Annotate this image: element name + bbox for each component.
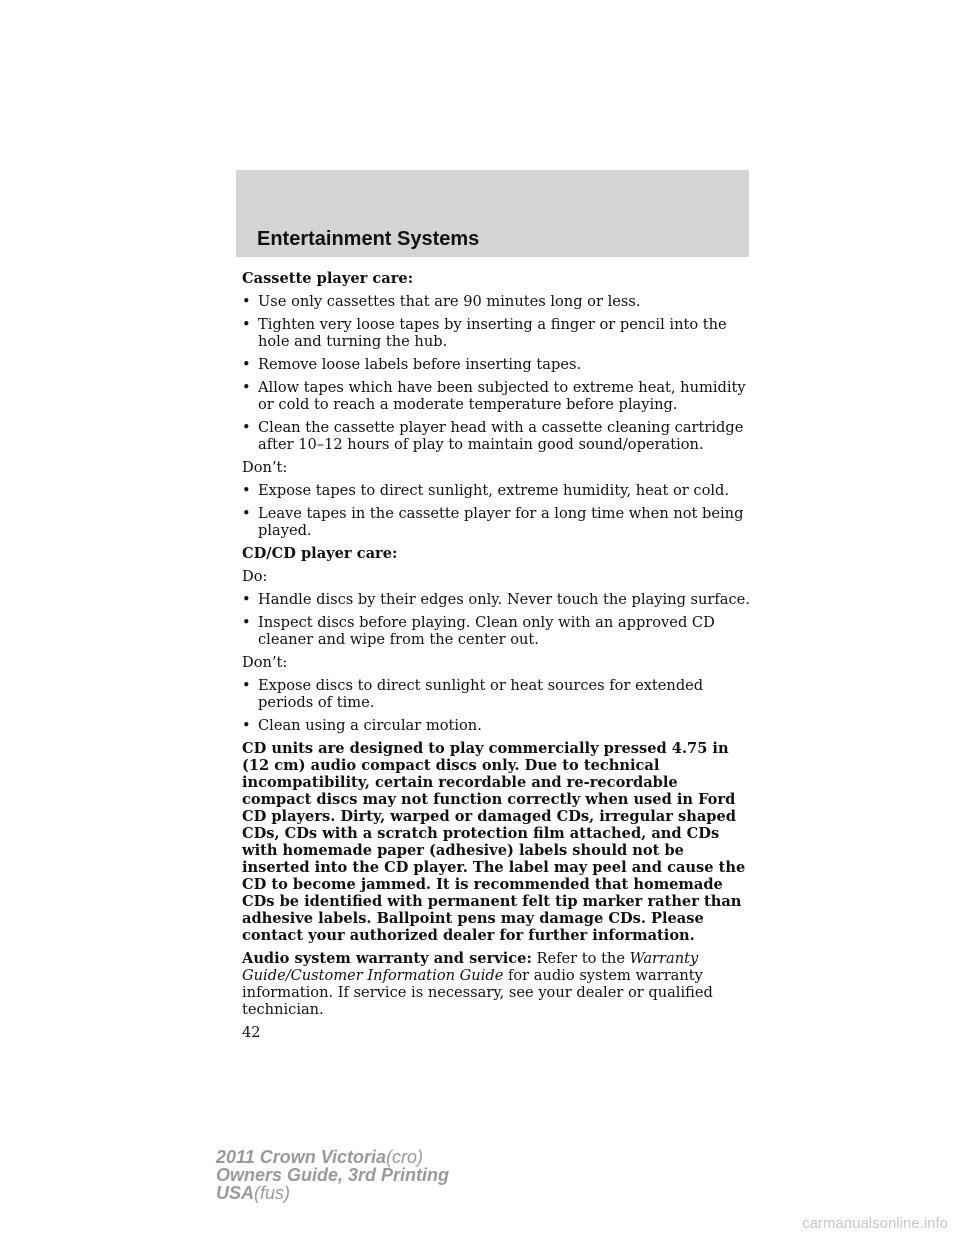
bullet-text: Remove loose labels before inserting tapes.	[258, 356, 582, 373]
cd-heading: CD/CD player care:	[242, 545, 398, 562]
section-title: Entertainment Systems	[257, 228, 480, 250]
list-item	[242, 419, 752, 453]
bullet-text: Use only cassettes that are 90 minutes long or less.	[258, 293, 641, 310]
bullet: •	[242, 293, 251, 310]
warranty-heading: Audio system warranty and service:	[242, 950, 532, 967]
bullet: •	[242, 591, 251, 608]
warranty-pre: Refer to the	[536, 950, 625, 967]
bullet-text: Expose tapes to direct sunlight, extreme humidity, heat or cold.	[258, 482, 730, 499]
footer-model: 2011 Crown Victoria	[216, 1147, 387, 1167]
bullet-text: Clean using a circular motion.	[258, 717, 482, 734]
footer-market-code: (fus)	[254, 1183, 291, 1203]
footer-market: USA	[216, 1183, 255, 1203]
bullet: •	[242, 717, 251, 734]
document-footer	[216, 1148, 449, 1202]
dont-label: Don’t:	[242, 459, 288, 476]
bullet: •	[242, 505, 251, 522]
bullet: •	[242, 677, 251, 694]
footer-line-3	[216, 1184, 449, 1202]
list-item	[242, 614, 752, 648]
bullet: •	[242, 614, 251, 631]
footer-line-1	[216, 1148, 449, 1166]
bullet-text: Leave tapes in the cassette player for a long time when not being played.	[258, 505, 744, 539]
bullet-text: Handle discs by their edges only. Never touch the playing surface.	[258, 591, 750, 608]
bullet: •	[242, 482, 251, 499]
warranty-paragraph	[242, 950, 752, 1018]
list-item	[242, 717, 752, 734]
warranty-guide-title: Warranty Guide/Customer Information Guide	[242, 950, 699, 984]
page-number: 42	[242, 1024, 261, 1041]
bullet-text: Expose discs to direct sunlight or heat sources for extended periods of time.	[258, 677, 704, 711]
bullet-text: Tighten very loose tapes by inserting a finger or pencil into the hole and turning the hub.	[258, 316, 727, 350]
list-item	[242, 293, 752, 310]
warranty-post: for audio system warranty information. If service is necessary, see your dealer or qualified technician.	[242, 967, 713, 1018]
bullet: •	[242, 379, 251, 396]
page-content	[242, 270, 752, 1041]
list-item	[242, 356, 752, 373]
footer-model-code: (cro)	[386, 1147, 424, 1167]
list-item	[242, 677, 752, 711]
list-item	[242, 591, 752, 608]
bullet-text: Inspect discs before playing. Clean only with an approved CD cleaner and wipe from the center out.	[258, 614, 715, 648]
bullet: •	[242, 419, 251, 436]
bullet-text: Allow tapes which have been subjected to extreme heat, humidity or cold to reach a moderate temperature before playing.	[258, 379, 746, 413]
do-label: Do:	[242, 568, 268, 585]
cassette-heading: Cassette player care:	[242, 270, 414, 287]
list-item	[242, 505, 752, 539]
list-item	[242, 379, 752, 413]
bullet-text: Clean the cassette player head with a cassette cleaning cartridge after 10–12 hours of play to maintain good sound/operation.	[258, 419, 744, 453]
list-item	[242, 482, 752, 499]
bullet: •	[242, 356, 251, 373]
dont-label: Don’t:	[242, 654, 288, 671]
list-item	[242, 316, 752, 350]
footer-line-2: Owners Guide, 3rd Printing	[216, 1165, 450, 1185]
watermark: carmanualsonline.info	[802, 1215, 948, 1232]
bullet: •	[242, 316, 251, 333]
cd-warning-paragraph: CD units are designed to play commercially pressed 4.75 in (12 cm) audio compact discs only. Due to technical incompatibility, certain recordable and re-recordable compact discs may not function correctly when used in Ford CD players. Dirty, warped or damaged CDs, irregular shaped CDs, CDs with a scratch protection film attached, and CDs with homemade paper (adhesive) labels should not be inserted into the CD player. The label may peel and cause the CD to become jammed. It is recommended that homemade CDs be identified with permanent felt tip marker rather than adhesive labels. Ballpoint pens may damage CDs. Please contact your authorized dealer for further information.	[242, 740, 746, 944]
section-header-band	[236, 170, 749, 257]
